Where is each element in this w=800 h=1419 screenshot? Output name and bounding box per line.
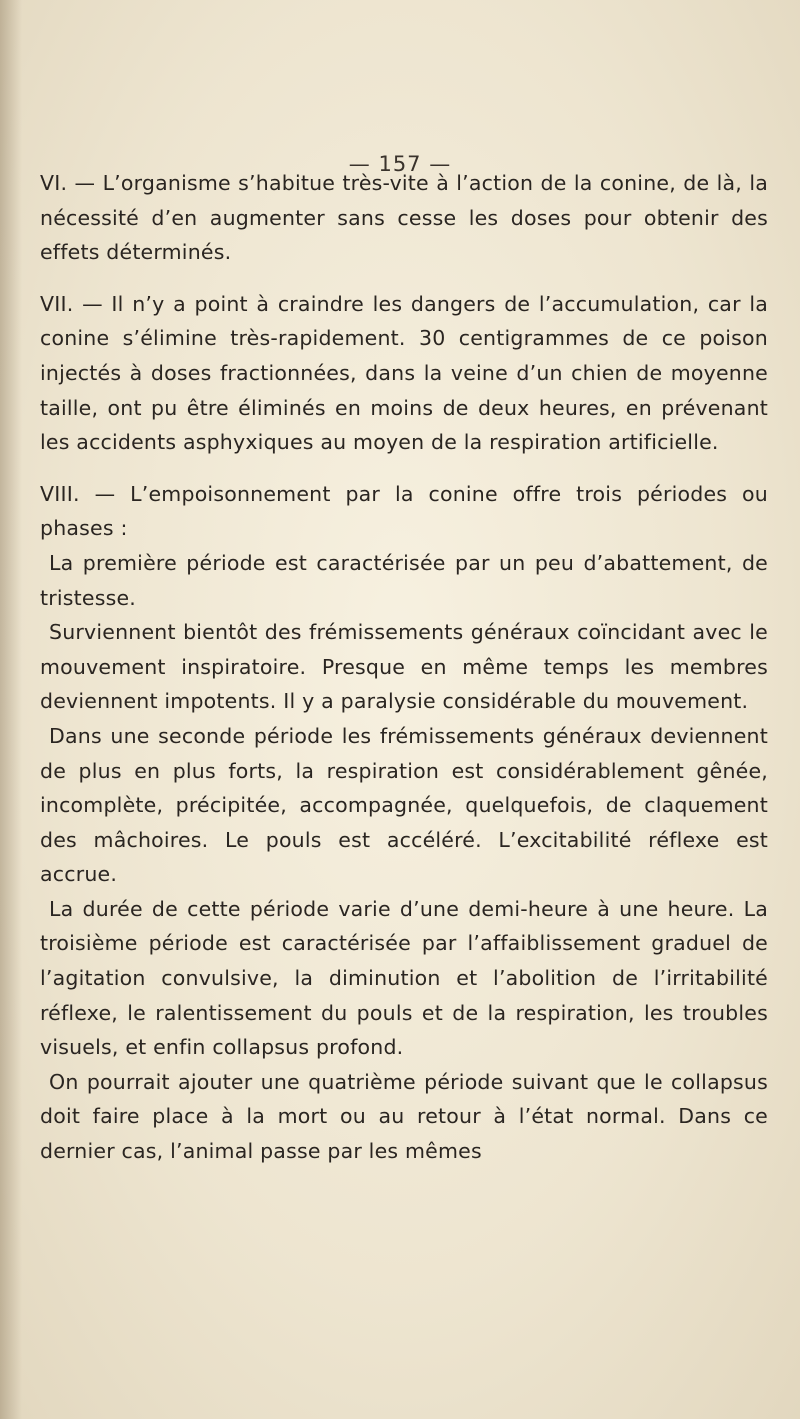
section-gap [40, 270, 768, 287]
paragraph-third-period: La durée de cette période varie d’une demi-heure à une heure. La troisième période est caractérisée par l’affaiblissement graduel de l’agitation convulsive, la diminution et l’abolition de l’irritabilité réflexe, le ralentissement du pouls et de la respiration, les troubles visuels, et enfin collapsus profond. [40, 896, 768, 1060]
binding-shadow [0, 0, 22, 1419]
paragraph-tremors: Surviennent bientôt des frémissements généraux coïncidant avec le mouvement inspiratoire. Presque en même temps les membres deviennent impotents. Il y a paralysie considérable du mouvement. [40, 620, 768, 714]
body-text [40, 166, 768, 1169]
paragraph-fourth-period: On pourrait ajouter une quatrième période suivant que le collapsus doit faire place à la mort ou au retour à l’état normal. Dans ce dernier cas, l’animal passe par les mêmes [40, 1069, 768, 1164]
section-vi: VI. — L’organisme s’habitue très-vite à l’action de la conine, de là, la nécessité d’en augmenter sans cesse les doses pour obtenir des effets déterminés. [40, 171, 768, 265]
section-gap [40, 460, 768, 477]
section-viii-intro: VIII. — L’empoisonnement par la conine offre trois périodes ou phases : [40, 481, 768, 541]
paragraph-second-period: Dans une seconde période les frémissements généraux deviennent de plus en plus forts, la respiration est considérablement gênée, incomplète, précipitée, accompagnée, quelquefois, de claquement des mâchoires. Le pouls est accéléré. L’excitabilité réflexe est accrue. [40, 723, 768, 887]
section-vii: VII. — Il n’y a point à craindre les dangers de l’accumulation, car la conine s’élimine très-rapidement. 30 centigrammes de ce poison injectés à doses fractionnées, dans la veine d’un chien de moyenne taille, ont pu être éliminés en moins de deux heures, en prévenant les accidents asphyxiques au moyen de la respiration artificielle. [40, 291, 768, 455]
page-number: — 157 — [348, 152, 452, 176]
paragraph-first-period: La première période est caractérisée par un peu d’abattement, de tristesse. [40, 550, 768, 610]
